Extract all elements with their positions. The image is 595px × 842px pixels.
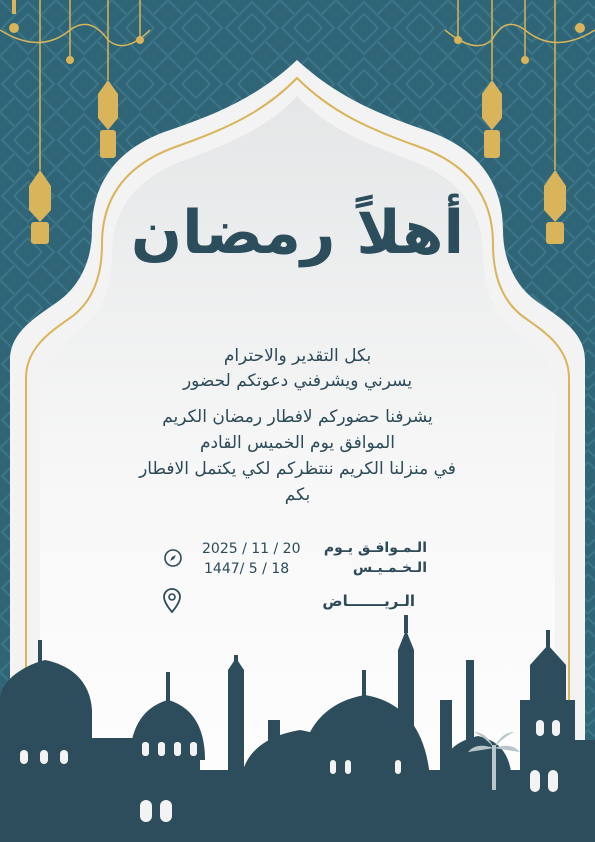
body-line-4: بكم bbox=[284, 485, 311, 505]
day-label-2: الـخـمـيـس bbox=[352, 560, 427, 576]
invitation-title: أهلاً رمضان bbox=[130, 198, 465, 268]
body-line-1: يشرفنا حضوركم لافطار رمضان الكريم bbox=[162, 407, 433, 427]
greeting-line-2: يسرني ويشرفني دعوتكم لحضور bbox=[182, 371, 413, 391]
body-line-2: الموافق يوم الخميس القادم bbox=[199, 433, 396, 453]
location-text: الـريـــــــاض bbox=[322, 592, 415, 610]
greeting-line-1: بكل التقدير والاحترام bbox=[223, 346, 372, 366]
body-line-3: في منزلنا الكريم ننتظركم لكي يكتمل الافطار bbox=[139, 459, 456, 479]
hijri-date: 1447/ 5 / 18 bbox=[204, 561, 290, 577]
location-pin-icon bbox=[163, 588, 181, 614]
compass-icon bbox=[163, 548, 183, 568]
gregorian-date: 2025 / 11 / 20 bbox=[202, 541, 301, 557]
day-label-1: الـمـوافـق يـوم bbox=[323, 540, 427, 556]
